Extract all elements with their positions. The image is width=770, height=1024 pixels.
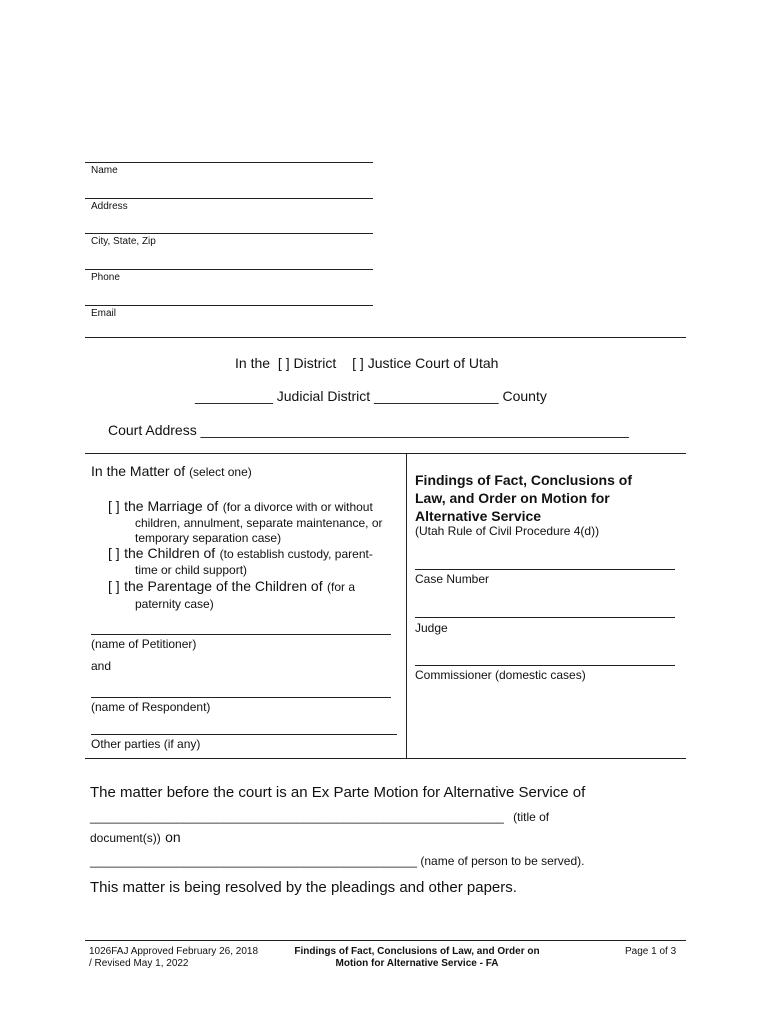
person-served-label: (name of person to be served). xyxy=(420,854,585,868)
footer-form-number: 1026FAJ Approved February 26, 2018 xyxy=(89,946,259,957)
petitioner-line[interactable] xyxy=(91,634,391,635)
phone-line[interactable] xyxy=(85,269,373,270)
footer-document-title xyxy=(272,946,562,970)
matter-heading xyxy=(91,463,252,479)
judge-label: Judge xyxy=(415,621,448,635)
footer-revised: / Revised May 1, 2022 xyxy=(89,958,189,969)
document-title-line-2: Law, and Order on Motion for xyxy=(415,490,610,506)
document-title-blank[interactable]: ______________________________________________________________ xyxy=(90,810,504,824)
children-label: the Children of xyxy=(124,545,216,561)
parentage-note-cont: paternity case) xyxy=(135,597,214,611)
respondent-line[interactable] xyxy=(91,697,391,698)
marriage-label: the Marriage of xyxy=(124,498,219,514)
email-line[interactable] xyxy=(85,305,373,306)
marriage-note-cont-2: temporary separation case) xyxy=(135,531,282,545)
footer-page-number: Page 1 of 3 xyxy=(625,946,677,957)
case-number-line[interactable] xyxy=(415,569,675,570)
children-note: (to establish custody, parent- xyxy=(219,547,373,561)
address-line[interactable] xyxy=(85,198,373,199)
court-line-2 xyxy=(195,388,547,404)
caption-divider xyxy=(406,453,407,758)
city-state-zip-line[interactable] xyxy=(85,233,373,234)
judicial-district-blank[interactable]: __________ xyxy=(195,388,273,404)
district-checkbox[interactable]: [ ] xyxy=(277,355,290,371)
court-address-blank[interactable]: _______________________________________________________ xyxy=(200,422,629,438)
person-served-row xyxy=(90,854,584,868)
matter-heading-text: In the Matter of xyxy=(91,463,186,479)
county-blank[interactable]: ________________ xyxy=(374,388,499,404)
footer-title-line-2: Motion for Alternative Service - FA xyxy=(335,958,499,969)
court-address-label: Court Address xyxy=(108,422,197,438)
parentage-note: (for a xyxy=(327,580,356,594)
footer-divider xyxy=(85,940,686,941)
phone-label: Phone xyxy=(91,272,120,283)
petitioner-label: (name of Petitioner) xyxy=(91,637,197,651)
court-address-line xyxy=(108,422,629,438)
option-parentage xyxy=(108,578,355,596)
parentage-label: the Parentage of the Children of xyxy=(124,578,323,594)
email-label: Email xyxy=(91,308,117,319)
district-label: District xyxy=(293,355,337,371)
rule-citation: (Utah Rule of Civil Procedure 4(d)) xyxy=(415,524,600,538)
caption-top-border xyxy=(85,453,686,454)
children-checkbox[interactable]: [ ] xyxy=(108,545,120,561)
commissioner-line[interactable] xyxy=(415,665,675,666)
commissioner-label: Commissioner (domestic cases) xyxy=(415,668,586,682)
address-label: Address xyxy=(91,201,128,212)
county-label: County xyxy=(502,388,547,404)
resolution-paragraph: This matter is being resolved by the pleadings and other papers. xyxy=(90,879,517,896)
document-title-line-3: Alternative Service xyxy=(415,508,542,524)
name-line[interactable] xyxy=(85,162,373,163)
motion-paragraph: The matter before the court is an Ex Parte Motion for Alternative Service of xyxy=(90,784,586,801)
name-label: Name xyxy=(91,165,118,176)
footer-form-info xyxy=(89,946,258,970)
children-note-cont: time or child support) xyxy=(135,563,248,577)
court-line-1 xyxy=(235,355,498,371)
document-title-row xyxy=(90,810,549,824)
title-of-label: (title of xyxy=(513,810,550,824)
document-title xyxy=(415,471,632,525)
justice-label: Justice Court of Utah xyxy=(367,355,499,371)
marriage-checkbox[interactable]: [ ] xyxy=(108,498,120,514)
divider xyxy=(85,337,686,338)
other-parties-label: Other parties (if any) xyxy=(91,737,201,751)
document-title-line-1: Findings of Fact, Conclusions of xyxy=(415,472,632,488)
marriage-note: (for a divorce with or without xyxy=(222,500,373,514)
marriage-note-cont-1: children, annulment, separate maintenance, or xyxy=(135,516,383,530)
option-children xyxy=(108,545,373,563)
judge-line[interactable] xyxy=(415,617,675,618)
matter-heading-note: (select one) xyxy=(189,465,252,479)
in-the-text: In the xyxy=(235,355,271,371)
and-label: and xyxy=(91,659,112,673)
option-marriage xyxy=(108,498,373,516)
judicial-district-label: Judicial District xyxy=(276,388,371,404)
other-parties-line[interactable] xyxy=(91,734,397,735)
justice-checkbox[interactable]: [ ] xyxy=(352,355,364,371)
parentage-checkbox[interactable]: [ ] xyxy=(108,578,120,594)
city-state-zip-label: City, State, Zip xyxy=(91,236,156,247)
person-served-blank[interactable]: _________________________________________________ xyxy=(90,854,418,868)
documents-label: document(s)) xyxy=(90,831,161,845)
respondent-label: (name of Respondent) xyxy=(91,700,211,714)
case-number-label: Case Number xyxy=(415,572,490,586)
documents-row xyxy=(90,829,181,847)
caption-bottom-border xyxy=(85,758,686,759)
footer-title-line-1: Findings of Fact, Conclusions of Law, and Order on xyxy=(294,946,540,957)
on-label: on xyxy=(165,829,181,845)
